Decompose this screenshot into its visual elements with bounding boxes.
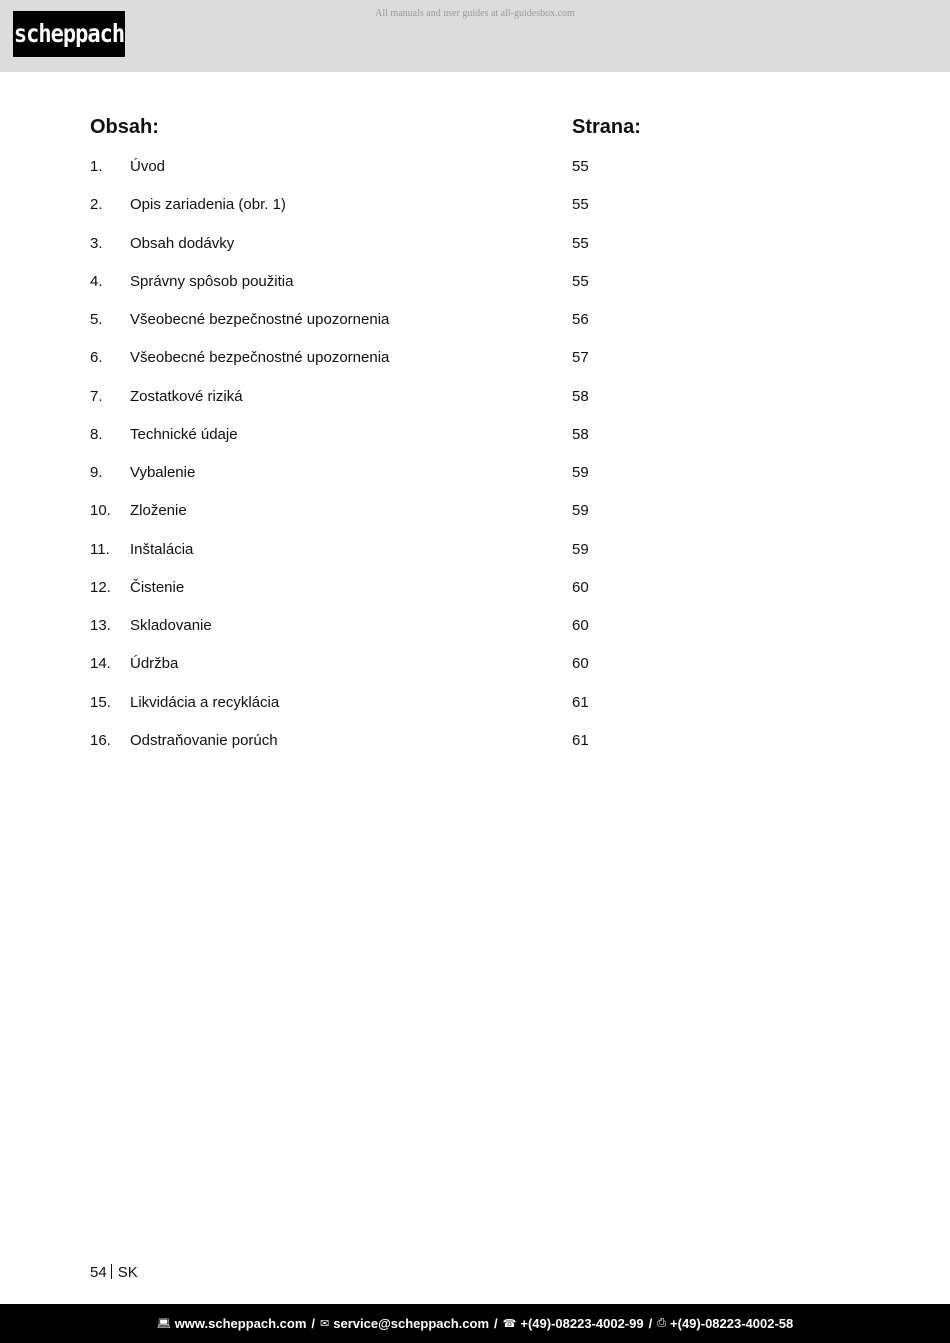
toc-item-page: 58 (572, 425, 589, 443)
toc-item-number: 10. (90, 502, 111, 520)
toc-item-number: 13. (90, 617, 111, 635)
toc-item-number: 9. (90, 464, 103, 482)
toc-row[interactable] (90, 188, 790, 226)
toc-item-title: Zostatkové riziká (130, 387, 243, 405)
toc-row[interactable] (90, 724, 790, 762)
toc-item-page: 61 (572, 731, 589, 749)
toc-item-page: 60 (572, 578, 589, 596)
watermark-text: All manuals and user guides at all-guidesbox.com (375, 8, 575, 19)
toc-row[interactable] (90, 265, 790, 303)
toc-row[interactable] (90, 341, 790, 379)
toc-row[interactable] (90, 380, 790, 418)
toc-item-number: 16. (90, 731, 111, 749)
toc-item-number: 7. (90, 387, 103, 405)
language-code: SK (117, 1264, 138, 1281)
toc-item-page: 59 (572, 464, 589, 482)
toc-item-title: Opis zariadenia (obr. 1) (130, 196, 286, 214)
footer-divider (111, 1264, 112, 1279)
toc-item-title: Správny spôsob použitia (130, 272, 294, 290)
toc-item-page: 55 (572, 272, 589, 290)
toc-row[interactable] (90, 150, 790, 188)
toc-row[interactable] (90, 533, 790, 571)
toc-list (90, 150, 790, 762)
toc-item-title: Skladovanie (130, 617, 212, 635)
toc-item-title: Inštalácia (130, 540, 194, 558)
toc-item-page: 55 (572, 196, 589, 214)
toc-item-title: Čistenie (130, 578, 185, 596)
toc-heading: Obsah: (90, 116, 159, 138)
toc-row[interactable] (90, 227, 790, 265)
toc-item-page: 56 (572, 311, 589, 329)
toc-item-title: Zloženie (130, 502, 187, 520)
toc-item-number: 6. (90, 349, 103, 367)
page-number: 54 (90, 1264, 107, 1281)
toc-row[interactable] (90, 571, 790, 609)
toc-item-title: Všeobecné bezpečnostné upozornenia (130, 311, 390, 329)
contact-separator: / (648, 1316, 653, 1331)
toc-item-page: 55 (572, 234, 589, 252)
website-link[interactable]: www.scheppach.com (174, 1316, 307, 1331)
toc-row[interactable] (90, 609, 790, 647)
email-link[interactable]: service@scheppach.com (333, 1316, 490, 1331)
toc-item-number: 2. (90, 196, 103, 214)
toc-page-heading: Strana: (572, 116, 641, 138)
toc-item-number: 3. (90, 234, 103, 252)
toc-item-page: 61 (572, 693, 589, 711)
toc-item-page: 60 (572, 617, 589, 635)
toc-item-page: 57 (572, 349, 589, 367)
toc-row[interactable] (90, 303, 790, 341)
toc-row[interactable] (90, 686, 790, 724)
contact-separator: / (311, 1316, 316, 1331)
toc-item-title: Všeobecné bezpečnostné upozornenia (130, 349, 390, 367)
toc-item-number: 8. (90, 425, 103, 443)
page-header (0, 0, 950, 72)
telephone-icon: ☎︎ (502, 1318, 517, 1330)
contact-separator: / (494, 1316, 498, 1331)
toc-item-title: Vybalenie (130, 464, 196, 482)
toc-item-title: Údržba (130, 655, 179, 673)
toc-item-title: Odstraňovanie porúch (130, 731, 278, 749)
fax-icon: ⎙ (657, 1317, 667, 1329)
toc-item-number: 11. (90, 540, 110, 558)
toc-item-page: 59 (572, 502, 589, 520)
fax-number: +(49)-08223-4002-58 (670, 1316, 794, 1331)
toc-item-number: 1. (90, 158, 103, 175)
toc-item-number: 5. (90, 311, 103, 329)
toc-item-page: 60 (572, 655, 589, 673)
toc-item-number: 14. (90, 655, 111, 673)
toc-item-page: 58 (572, 387, 589, 405)
page-footer (90, 1264, 138, 1281)
envelope-icon: ✉︎ (320, 1318, 330, 1330)
toc-item-title: Obsah dodávky (130, 234, 235, 252)
toc-item-title: Likvidácia a recyklácia (130, 693, 280, 711)
toc-item-number: 12. (90, 578, 111, 596)
toc-row[interactable] (90, 494, 790, 532)
toc-item-number: 15. (90, 693, 111, 711)
phone-number[interactable]: +(49)-08223-4002-99 (520, 1316, 644, 1331)
toc-item-page: 59 (572, 540, 589, 558)
computer-icon: 💻︎ (156, 1318, 171, 1330)
toc-item-number: 4. (90, 272, 103, 290)
contact-bar (0, 1304, 950, 1343)
toc-row[interactable] (90, 456, 790, 494)
toc-row[interactable] (90, 418, 790, 456)
scheppach-logo: scheppach (13, 11, 125, 57)
toc-item-title: Úvod (130, 158, 166, 175)
toc-item-page: 55 (572, 158, 589, 175)
toc-item-title: Technické údaje (130, 425, 238, 443)
toc-row[interactable] (90, 647, 790, 685)
